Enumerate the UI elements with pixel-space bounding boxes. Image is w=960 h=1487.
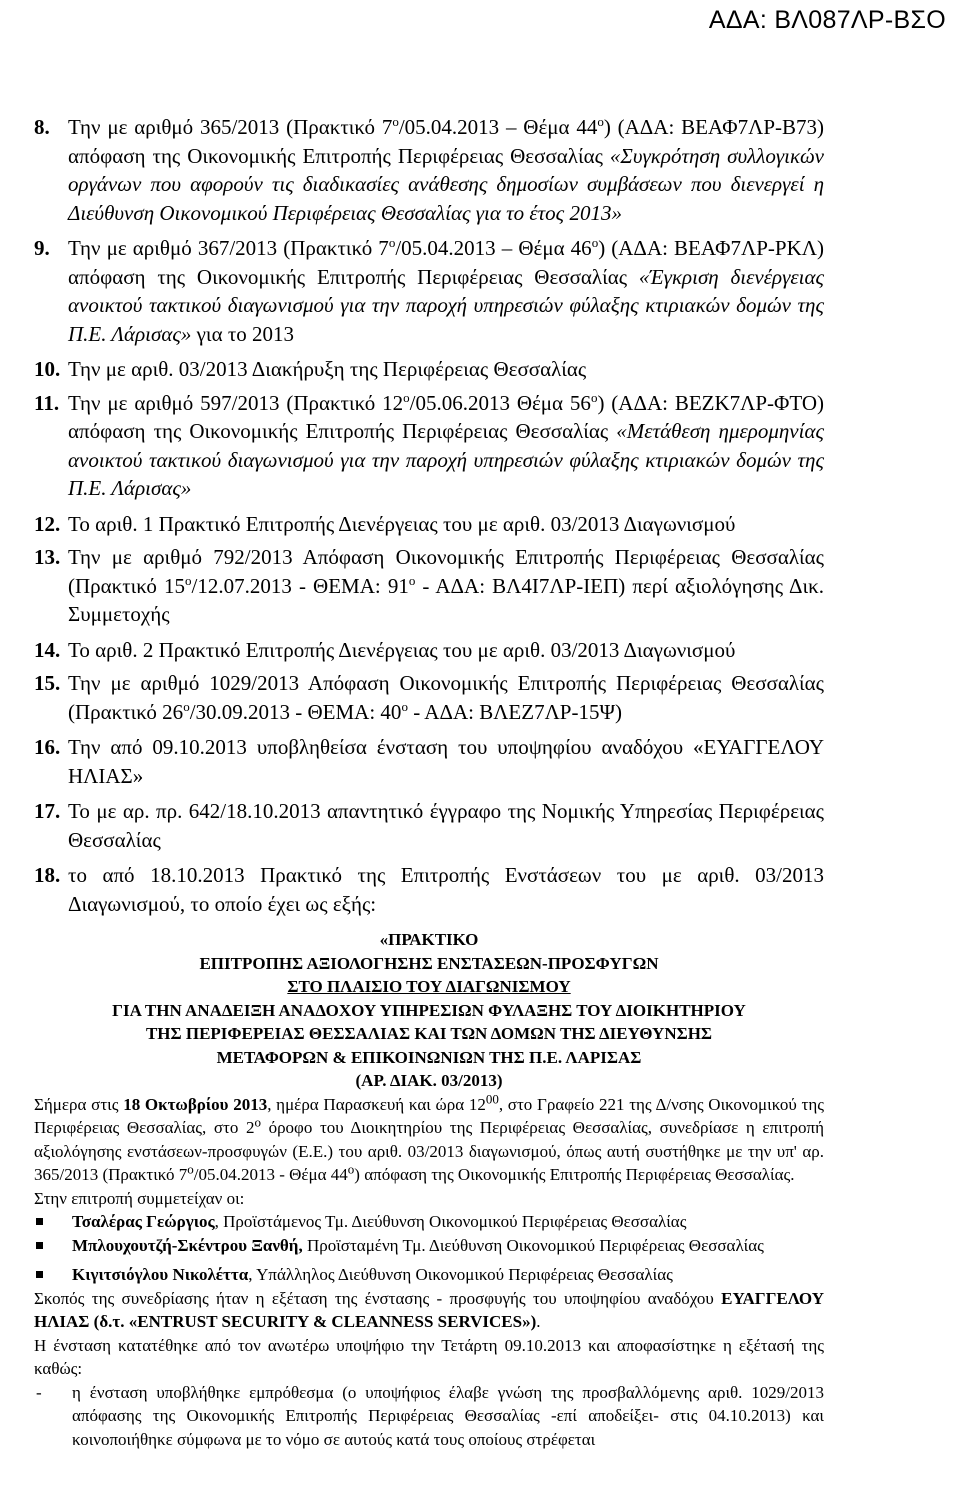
list-item-16: 16. Την από 09.10.2013 υποβληθείσα ένσταση του υποψηφίου αναδόχου «ΕΥΑΓΓΕΛΟΥ ΗΛΙΑΣ» [34,735,824,788]
item-number: 17. [34,799,61,823]
list-item-15: 15. Την με αριθμό 1029/2013 Απόφαση Οικονομικής Επιτροπής Περιφέρειας Θεσσαλίας (Πρακτικό $26^o/30.09.2013$ - ΘΕΜΑ: $40^o$ - ΑΔΑ: ΒΛΕΖ7ΛΡ-15Ψ) [34,671,824,724]
item-number: 9. [34,236,50,260]
document-body [34,113,824,1451]
heading-line: ΜΕΤΑΦΟΡΩΝ & ΕΠΙΚΟΙΝΩΝΙΩΝ ΤΗΣ Π.Ε. ΛΑΡΙΣΑΣ [216,1047,642,1067]
list-item-13: 13. Την με αριθμό 792/2013 Απόφαση Οικονομικής Επιτροπής Περιφέρειας Θεσσαλίας (Πρακτικό $15^o/12.07.2013$ - ΘΕΜΑ: $91^o$ - ΑΔΑ: ΒΛ4Ι7ΛΡ-ΙΕΠ) περί αξιολόγησης Δικ. Συμμετοχής [34,545,824,626]
member-item: Μπλουχουτζή-Σκέντρου Ξανθή, Προϊσταμένη Τμ. Διεύθυνση Οικονομικού Περιφέρειας Θεσσαλίας [34,1234,824,1258]
heading-line: ΣΤΟ ΠΛΑΙΣΙΟ ΤΟΥ ΔΙΑΓΩΝΙΣΜΟΥ [287,977,571,996]
member-item: Κιγιτσιόγλου Νικολέττα, Υπάλληλος Διεύθυνση Οικονομικού Περιφέρειας Θεσσαλίας [34,1263,824,1287]
purpose-paragraph: Σκοπός της συνεδρίασης ήταν η εξέταση της ένστασης - προσφυγής του υποψηφίου αναδόχου ΕΥΑΓΓΕΛΟΥ ΗΛΙΑΣ (δ.τ. «ENTRUST SECURITY & CLEANNESS SERVICES»). [34,1288,824,1331]
bullet-square-icon [36,1218,43,1225]
list-item-14: 14. Το αριθ. 2 Πρακτικό Επιτροπής Διενέργειας του με αριθ. 03/2013 Διαγωνισμού [34,636,824,665]
item-number: 14. [34,637,61,662]
list-item-10: 10. Την με αριθ. 03/2013 Διακήρυξη της Περιφέρειας Θεσσαλίας [34,355,824,384]
list-item-8: 8. Την με αριθμό 365/2013 (Πρακτικό $7^o/05.04.2013$ – Θέμα $44^o$) (ΑΔΑ: ΒΕΑΦ7ΛΡ-Β73) απόφαση της Οικονομικής Επιτροπής Περιφέρειας Θεσσαλίας «Συγκρότηση συλλογικών οργάνων που αφορούν τις διαδικασίες ανάθεσης δημοσίων συμβάσεων που διενεργεί η Διεύθυνση Οικονομικού Περιφέρειας Θεσσαλίας για το έτος 2013» [34,114,825,225]
heading-line: (ΑΡ. ΔΙΑΚ. 03/2013) [355,1071,503,1090]
item-number: 16. [34,735,61,759]
item-number: 15. [34,671,61,695]
bullet-square-icon [36,1242,43,1249]
dash-mark: - [36,1382,42,1402]
item-number: 8. [34,115,50,139]
item-number: 13. [34,545,61,569]
minutes-intro: Σήμερα στις 18 Οκτωβρίου 2013, ημέρα Παρασκευή και ώρα $12^{00}$, στο Γραφείο 221 της Δ/νσης Οικονομικού της Περιφέρειας Θεσσαλίας, στο $2^o$ όροφο του Διοικητηρίου της Περιφέρειας Θεσσαλίας, συνεδρίασε η επιτροπή αξιολόγησης ενστάσεων-προσφυγών (Ε.Ε.) του αριθ. 03/2013 διαγωνισμού, όπως αυτή συστήθηκε με την υπ' αρ. 365/2013 (Πρακτικό $7^o/05.04.2013$ - Θέμα $44^o$) απόφαση της Οικονομικής Επιτροπής Περιφέρειας Θεσσαλίας. [34,1090,825,1184]
item-number: 18. [34,863,61,887]
item-number: 12. [34,511,61,536]
objection-paragraph: Η ένσταση κατατέθηκε από τον ανωτέρω υποψήφιο την Τετάρτη 09.10.2013 και αποφασίστηκε η εξέτασή της καθώς: [34,1335,824,1378]
dash-item: - η ένσταση υποβλήθηκε εμπρόθεσμα (ο υποψήφιος έλαβε γνώση της προσβαλλόμενης αριθ. 1029/2013 απόφασης της Οικονομικής Επιτροπής Περιφέρειας Θεσσαλίας -επί αποδείξει- στις 04.10.2013) και κοινοποιήθηκε σύμφωνα με το νόμο σε αυτούς κατά τους οποίους στρέφεται [36,1382,824,1449]
heading-line: «ΠΡΑΚΤΙΚΟ [379,930,479,949]
heading-line: ΓΙΑ ΤΗΝ ΑΝΑΔΕΙΞΗ ΑΝΑΔΟΧΟΥ ΥΠΗΡΕΣΙΩΝ ΦΥΛΑΞΗΣ ΤΟΥ ΔΙΟΙΚΗΤΗΡΙΟΥ [112,1000,746,1020]
item-number: 10. [34,357,61,381]
bullet-square-icon [36,1271,43,1278]
heading-line: ΕΠΙΤΡΟΠΗΣ ΑΞΙΟΛΟΓΗΣΗΣ ΕΝΣΤΑΣΕΩΝ-ΠΡΟΣΦΥΓΩΝ [199,953,659,973]
heading-line: ΤΗΣ ΠΕΡΙΦΕΡΕΙΑΣ ΘΕΣΣΑΛΙΑΣ ΚΑΙ ΤΩΝ ΔΟΜΩΝ ΤΗΣ ΔΙΕΥΘΥΝΣΗΣ [145,1024,713,1043]
ada-stamp: ΑΔΑ: ΒΛ087ΛΡ-ΒΣΟ [708,6,946,34]
members-intro: Στην επιτροπή συμμετείχαν οι: [34,1188,245,1208]
item-number: 11. [34,390,60,415]
member-item: Τσαλέρας Γεώργιος, Προϊστάμενος Τμ. Διεύθυνση Οικονομικού Περιφέρειας Θεσσαλίας [34,1210,824,1234]
minutes-heading [34,928,824,1093]
list-item-11: 11. Την με αριθμό 597/2013 (Πρακτικό $12^o/05.06.2013$ Θέμα $56^o$) (ΑΔΑ: ΒΕΖΚ7ΛΡ-ΦΤΟ) απόφαση της Οικονομικής Επιτροπής Περιφέρειας Θεσσαλίας «Μετάθεση ημερομηνίας ανοικτού τακτικού διαγωνισμού για την παροχή υπηρεσιών φύλαξης κτιριακών δομών της Π.Ε. Λάρισας» [34,389,824,500]
list-item-12: 12. Το αριθ. 1 Πρακτικό Επιτροπής Διενέργειας του με αριθ. 03/2013 Διαγωνισμού [34,510,824,539]
list-item-17: 17. Το με αρ. πρ. 642/18.10.2013 απαντητικό έγγραφο της Νομικής Υπηρεσίας Περιφέρειας Θεσσαλίας [34,799,824,852]
list-item-18: 18. το από 18.10.2013 Πρακτικό της Επιτροπής Ενστάσεων του με αριθ. 03/2013 Διαγωνισμού, το οποίο έχει ως εξής: [34,863,824,916]
list-item-9: 9. Την με αριθμό 367/2013 (Πρακτικό $7^o/05.04.2013$ – Θέμα $46^o$) (ΑΔΑ: ΒΕΑΦ7ΛΡ-ΡΚΛ) απόφαση της Οικονομικής Επιτροπής Περιφέρειας Θεσσαλίας «Έγκριση διενέργειας ανοικτού τακτικού διαγωνισμού για την παροχή υπηρεσιών φύλαξης κτιριακών δομών της Π.Ε. Λάρισας» για το 2013 [34,235,825,346]
